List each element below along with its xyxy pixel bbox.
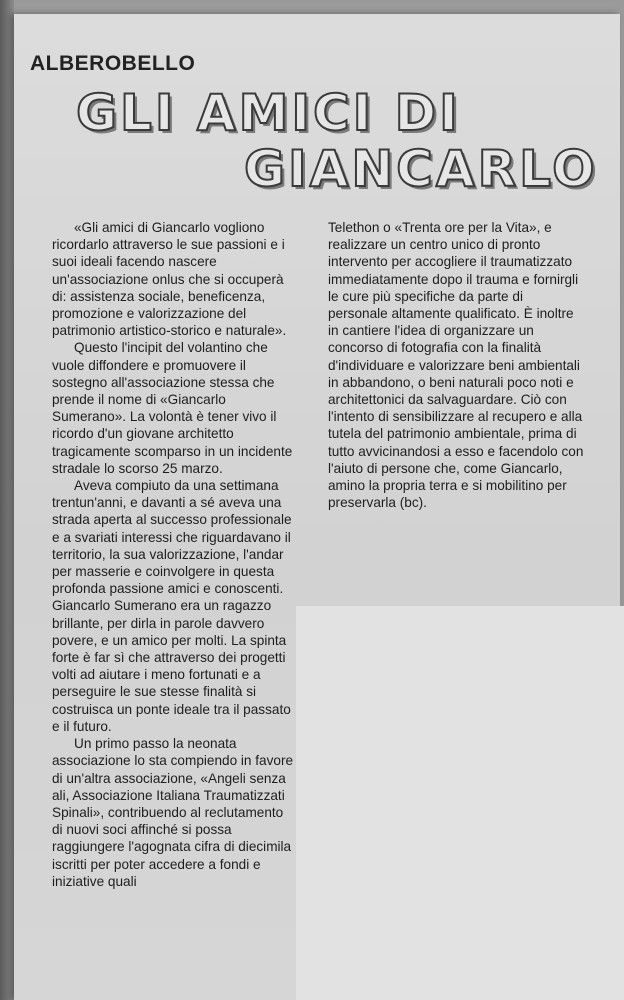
blank-page-area xyxy=(296,606,624,1000)
page-binding-edge xyxy=(0,0,14,1000)
paragraph: «Gli amici di Giancarlo vogliono ricordarlo attraverso le sue passioni e i suoi ideali facendo nascere un'associazione onlus che si occuperà di: assistenza sociale, beneficenza, promozione e valorizzazione del patrimonio artistico-storico e naturale». xyxy=(52,220,287,339)
paragraph: Aveva compiuto da una settimana trentun'anni, e davanti a sé aveva una strada aperta al successo professionale e a svariati interessi che riguardavano il territorio, la sua valorizzazione, l'andar per masserie e coinvolgere in questa profonda passione amici e conoscenti. Giancarlo Sumerano era un ragazzo brillante, per dirla in parole davvero povere, e un amico per molti. La spinta forte è far sì che attraverso dei progetti volti ad aiutare i meno fortunati e a perseguire le sue stesse finalità si costruisca un ponte ideale tra il passato e il futuro. xyxy=(52,478,292,734)
article-column-left xyxy=(52,219,296,890)
section-label: ALBEROBELLO xyxy=(30,52,196,75)
headline-line-2: GIANCARLO xyxy=(244,140,598,198)
headline-line-1: GLI AMICI DI xyxy=(76,84,461,142)
paragraph: Un primo passo la neonata associazione lo sta compiendo in favore di un'altra associazione, «Angeli senza ali, Associazione Italiana Traumatizzati Spinali», contribuendo al reclutamento di nuovi soci affinché si possa raggiungere l'agognata cifra di diecimila iscritti per poter accedere a fondi e iniziative quali xyxy=(52,736,294,889)
paragraph: Questo l'incipit del volantino che vuole diffondere e promuovere il sostegno all'associazione stessa che prende il nome di «Giancarlo Sumerano». La volontà è tener vivo il ricordo d'un giovane architetto tragicamente scomparso in un incidente stradale lo scorso 25 marzo. xyxy=(52,340,293,476)
article-column-right xyxy=(328,219,586,511)
paragraph: Telethon o «Trenta ore per la Vita», e realizzare un centro unico di pronto intervento per accogliere il traumatizzato immediatamente dopo il trauma e fornirgli le cure più specifiche da parte di personale altamente qualificato. È inoltre in cantiere l'idea di organizzare un concorso di fotografia con la finalità d'individuare e valorizzare beni ambientali in abbandono, o beni naturali poco noti e architettonici da salvaguardare. Ciò con l'intento di sensibilizzare al recupero e alla tutela del patrimonio ambientale, prima di tutto avvicinandosi a esso e facendolo con l'aiuto di persone che, come Giancarlo, amino la propria terra e si mobilitino per preservarla (bc). xyxy=(328,220,584,511)
